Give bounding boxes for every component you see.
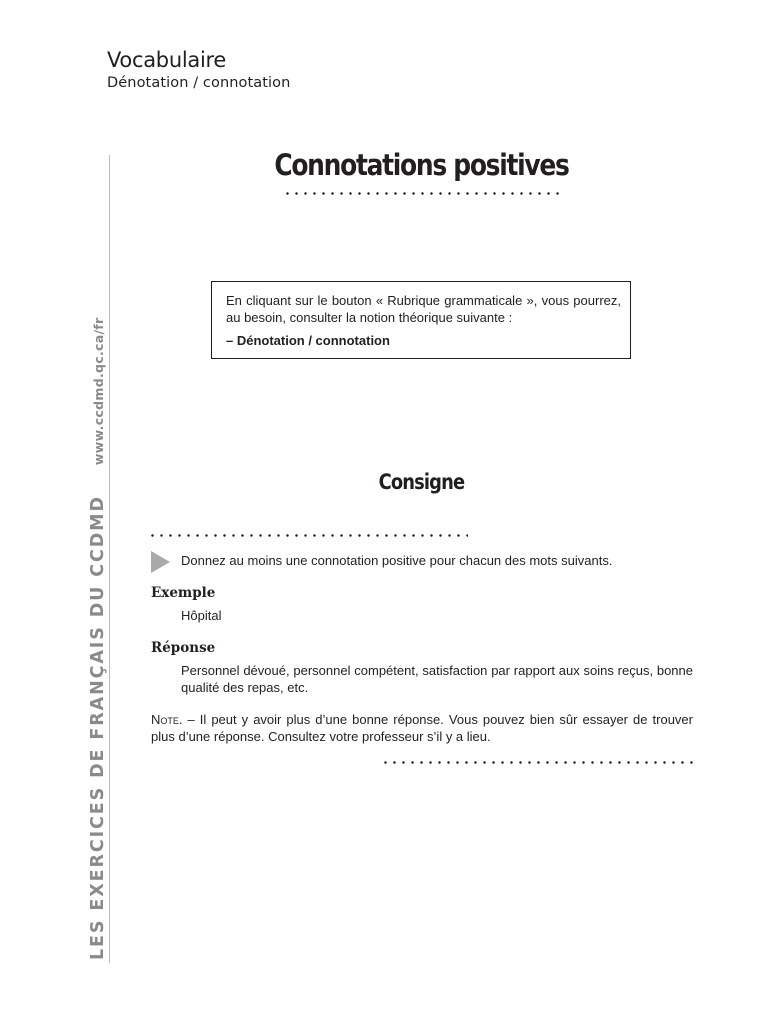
note-paragraph xyxy=(151,711,693,745)
answer-label: Réponse xyxy=(151,640,216,656)
info-box xyxy=(211,281,631,359)
example-value: Hôpital xyxy=(181,608,222,623)
answer-value: Personnel dévoué, personnel compétent, satisfaction par rapport aux soins reçus, bonne qualité des repas, etc. xyxy=(181,663,693,695)
info-text: En cliquant sur le bouton « Rubrique grammaticale », vous pourrez, au besoin, consulter la notion théorique suivante : xyxy=(226,293,621,325)
instruction-text: Donnez au moins une connotation positive pour chacun des mots suivants. xyxy=(181,553,613,568)
note-label: Note. xyxy=(151,712,183,727)
example-label: Exemple xyxy=(151,585,216,601)
page-title: Connotations positives xyxy=(274,148,569,182)
play-arrow-icon xyxy=(151,551,170,573)
series-name: LES EXERCICES DE FRANÇAIS DU CCDMD xyxy=(88,495,108,960)
section-subtitle: Dénotation / connotation xyxy=(107,75,291,91)
dotted-divider xyxy=(283,192,562,195)
section-title: Vocabulaire xyxy=(107,48,226,72)
note-text: – Il peut y avoir plus d’une bonne réponse. Vous pouvez bien sûr essayer de trouver plus d’une réponse. Consultez votre professeur s’il y a lieu. xyxy=(151,712,693,744)
dotted-divider xyxy=(148,534,468,537)
website-url: www.ccdmd.qc.ca/fr xyxy=(91,317,106,466)
dotted-divider xyxy=(381,761,697,764)
info-link-item: – Dénotation / connotation xyxy=(226,333,390,348)
consigne-heading: Consigne xyxy=(378,470,465,494)
